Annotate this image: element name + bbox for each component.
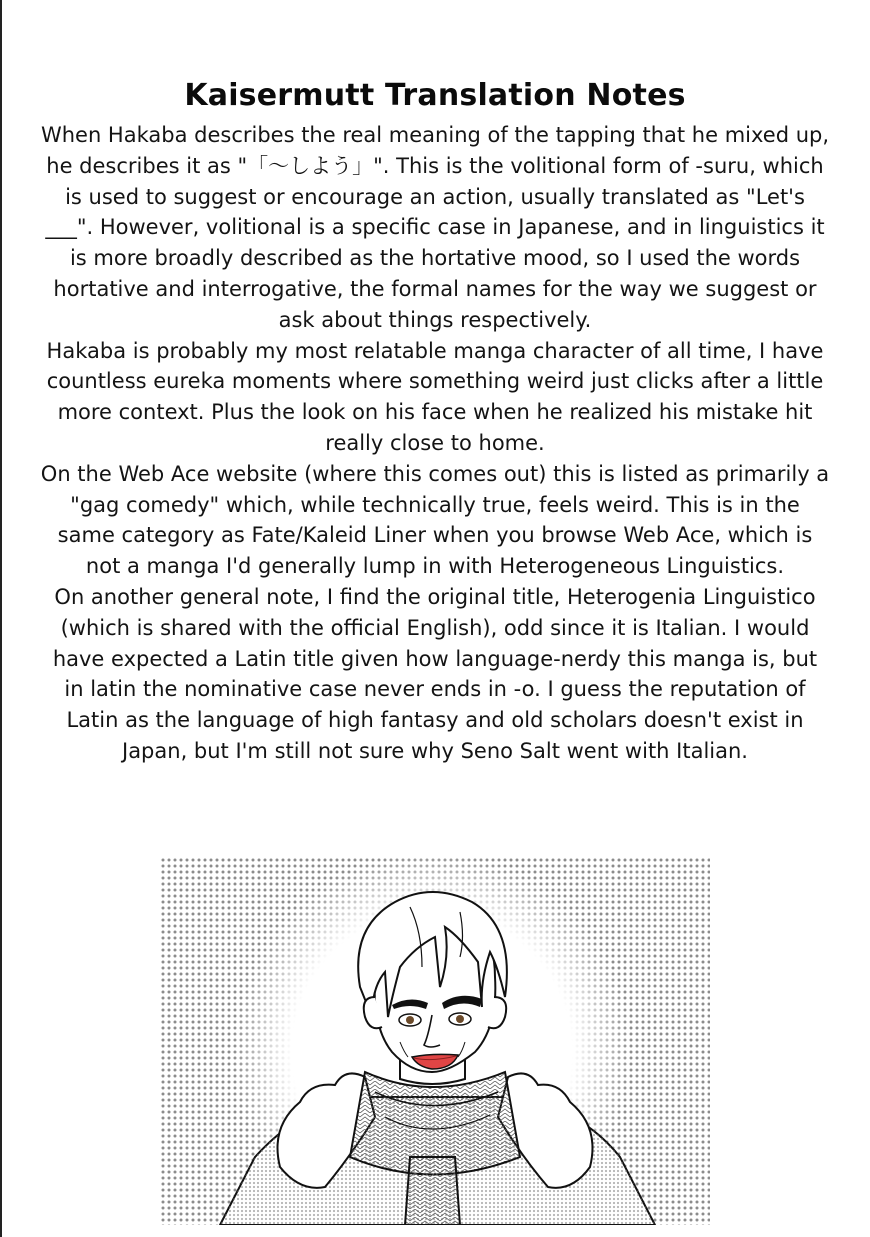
character-illustration xyxy=(160,857,710,1225)
page-border xyxy=(0,0,2,1237)
page-title: Kaisermutt Translation Notes xyxy=(184,78,686,113)
note-paragraph-title: On another general note, I find the original title, Heterogenia Linguistico (which is shared with the official English), odd since it is Italian. I would have expected a Latin title given how language-nerdy this manga is, but in latin the nominative case never ends in -o. I guess the reputation of Latin as the language of high fantasy and old scholars doesn't exist in Japan, but I'm still not sure why Seno Salt went with Italian. xyxy=(52,584,818,763)
note-paragraph-relatable: Hakaba is probably my most relatable manga character of all time, I have countless eureka moments where something weird just clicks after a little more context. Plus the look on his face when he realized his mistake hit really close to home. xyxy=(46,338,824,455)
character-portrait-image xyxy=(160,857,710,1225)
translation-notes-body xyxy=(40,120,830,767)
note-paragraph-genre: On the Web Ace website (where this comes out) this is listed as primarily a "gag comedy" which, while technically true, feels weird. This is in the same category as Fate/Kaleid Liner when you browse Web Ace, which is not a manga I'd generally lump in with Heterogeneous Linguistics. xyxy=(40,461,830,579)
note-paragraph-hortative: When Hakaba describes the real meaning of the tapping that he mixed up, he describes it as "「〜しよう」". This is the volitional form of -suru, which is used to suggest or encourage an action, usually translated as "Let's ___". However, volitional is a specific case in Japanese, and in linguistics it is more broadly described as the hortative mood, so I used the words hortative and interrogative, the formal names for the way we suggest or ask about things respectively. xyxy=(40,123,830,332)
